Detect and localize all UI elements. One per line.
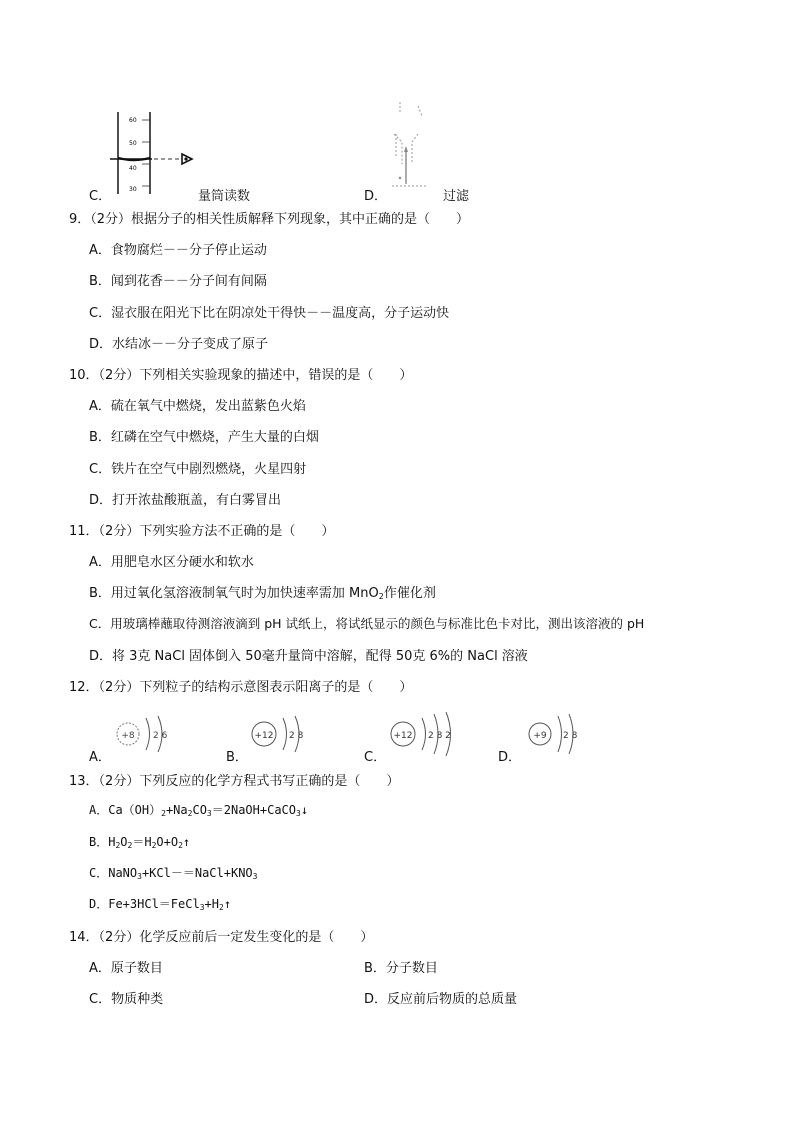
electron-configuration: 2 8 [289,731,304,741]
atom-structure-diagram-a [112,712,186,756]
nucleus-charge: +8 [121,731,135,741]
subscript: 3 [252,872,258,881]
equation-text: C．NaNO [89,866,138,880]
gas-arrow: ↑ [223,897,232,911]
question-10-option-a: A．硫在氧气中燃烧，发出蓝紫色火焰 [89,399,306,414]
question-11-option-a: A．用肥皂水区分硬水和软水 [89,555,254,570]
question-11-option-d: D．将 3克 NaCl 固体倒入 50毫升量筒中溶解，配得 50克 6%的 NaCl 溶液 [89,649,528,664]
question-10-stem: 10．（2分）下列相关实验现象的描述中，错误的是（ ） [69,368,413,383]
subscript: 2 [151,841,157,850]
question-11-stem: 11．（2分）下列实验方法不正确的是（ ） [69,524,335,539]
tick-label: 60 [129,117,137,124]
subscript: 2 [187,809,193,818]
subscript: 2 [218,903,224,912]
subscript: 3 [206,809,212,818]
question-10-option-b: B．红磷在空气中燃烧，产生大量的白烟 [89,430,319,445]
equation-text: ＝2NaOH+CaCO [211,803,296,817]
equation-text: O+O [156,835,179,849]
question-9-option-a: A．食物腐烂－－分子停止运动 [89,243,267,258]
precipitate-arrow: ↓ [300,803,309,817]
equation-text: D．Fe+3HCl＝FeCl [89,897,200,911]
nucleus-charge: +12 [254,731,274,741]
subscript: 2 [178,841,183,850]
question-14-option-b: B．分子数目 [364,961,438,976]
tick-label: 50 [129,140,137,147]
electron-configuration: 2 8 2 [428,731,451,741]
question-11-option-c: C．用玻璃棒蘸取待测溶液滴到 pH 试纸上，将试纸显示的颜色与标准比色卡对比，测出该溶液的 pH [89,616,645,631]
graduated-cylinder-image [110,112,200,194]
subscript: 3 [296,809,301,818]
question-11-option-b-text-end: 作催化剂 [383,586,436,601]
question-14-option-c: C．物质种类 [89,992,164,1007]
equation-text: A．Ca（OH） [89,803,162,817]
question-12-option-c-letter: C． [364,750,387,765]
question-13-option-a [89,801,308,818]
equation-text: +H [204,897,219,911]
question-14-option-a: A．原子数目 [89,961,163,976]
option-c-letter: C． [89,189,112,204]
question-10-option-c: C．铁片在空气中剧烈燃烧，火星四射 [89,462,307,477]
subscript: 3 [199,903,205,912]
question-9-option-b: B．闻到花香－－分子间有间隔 [89,274,267,289]
equation-text: O [120,835,128,849]
question-9-option-c: C．湿衣服在阳光下比在阴凉处干得快－－温度高，分子运动快 [89,306,450,321]
question-13-option-b [89,833,190,850]
subscript: 2 [127,841,133,850]
filtration-image [388,98,436,192]
equation-text: +Na [165,803,188,817]
question-9-option-d: D．水结冰－－分子变成了原子 [89,337,269,352]
atom-structure-diagram-c [386,708,468,756]
gas-arrow: ↑ [182,835,191,849]
question-9-stem: 9．（2分）根据分子的相关性质解释下列现象，其中正确的是（ ） [69,212,470,227]
question-13-option-d [89,895,231,912]
electron-configuration: 2 8 [563,731,578,741]
subscript: 2 [115,841,121,850]
question-12-option-b-letter: B． [226,750,248,765]
equation-text: CO [192,803,207,817]
subscript: 3 [137,872,142,881]
tick-label: 40 [129,165,137,172]
question-12-option-a-letter: A． [89,750,111,765]
atom-structure-diagram-d [525,710,595,756]
question-13-stem: 13．（2分）下列反应的化学方程式书写正确的是（ ） [69,774,400,789]
subscript: 2 [378,592,384,601]
nucleus-charge: +12 [393,731,413,741]
equation-text: B．H [89,835,116,849]
atom-structure-diagram-b [247,712,321,756]
question-13-option-c [89,864,257,881]
question-11-option-b [89,582,436,601]
subscript: 2 [161,809,166,818]
option-d-caption: 过滤 [443,189,470,204]
option-c-caption: 量筒读数 [198,189,251,204]
option-d-letter: D． [364,189,388,204]
nucleus-charge: +9 [533,731,547,741]
question-10-option-d: D．打开浓盐酸瓶盖，有白雾冒出 [89,493,282,508]
question-14-option-d: D．反应前后物质的总质量 [364,992,518,1007]
question-11-option-b-text: B．用过氧化氢溶液制氧气时为加快速率需加 MnO [89,586,379,601]
electron-configuration: 2 6 [153,731,168,741]
question-12-option-d-letter: D． [498,750,522,765]
equation-text: +KCl－＝NaCl+KNO [141,866,253,880]
question-14-stem: 14．（2分）化学反应前后一定发生变化的是（ ） [69,930,374,945]
question-12-stem: 12．（2分）下列粒子的结构示意图表示阳离子的是（ ） [69,680,413,695]
tick-label: 30 [129,186,137,193]
equation-text: ＝H [132,835,152,849]
